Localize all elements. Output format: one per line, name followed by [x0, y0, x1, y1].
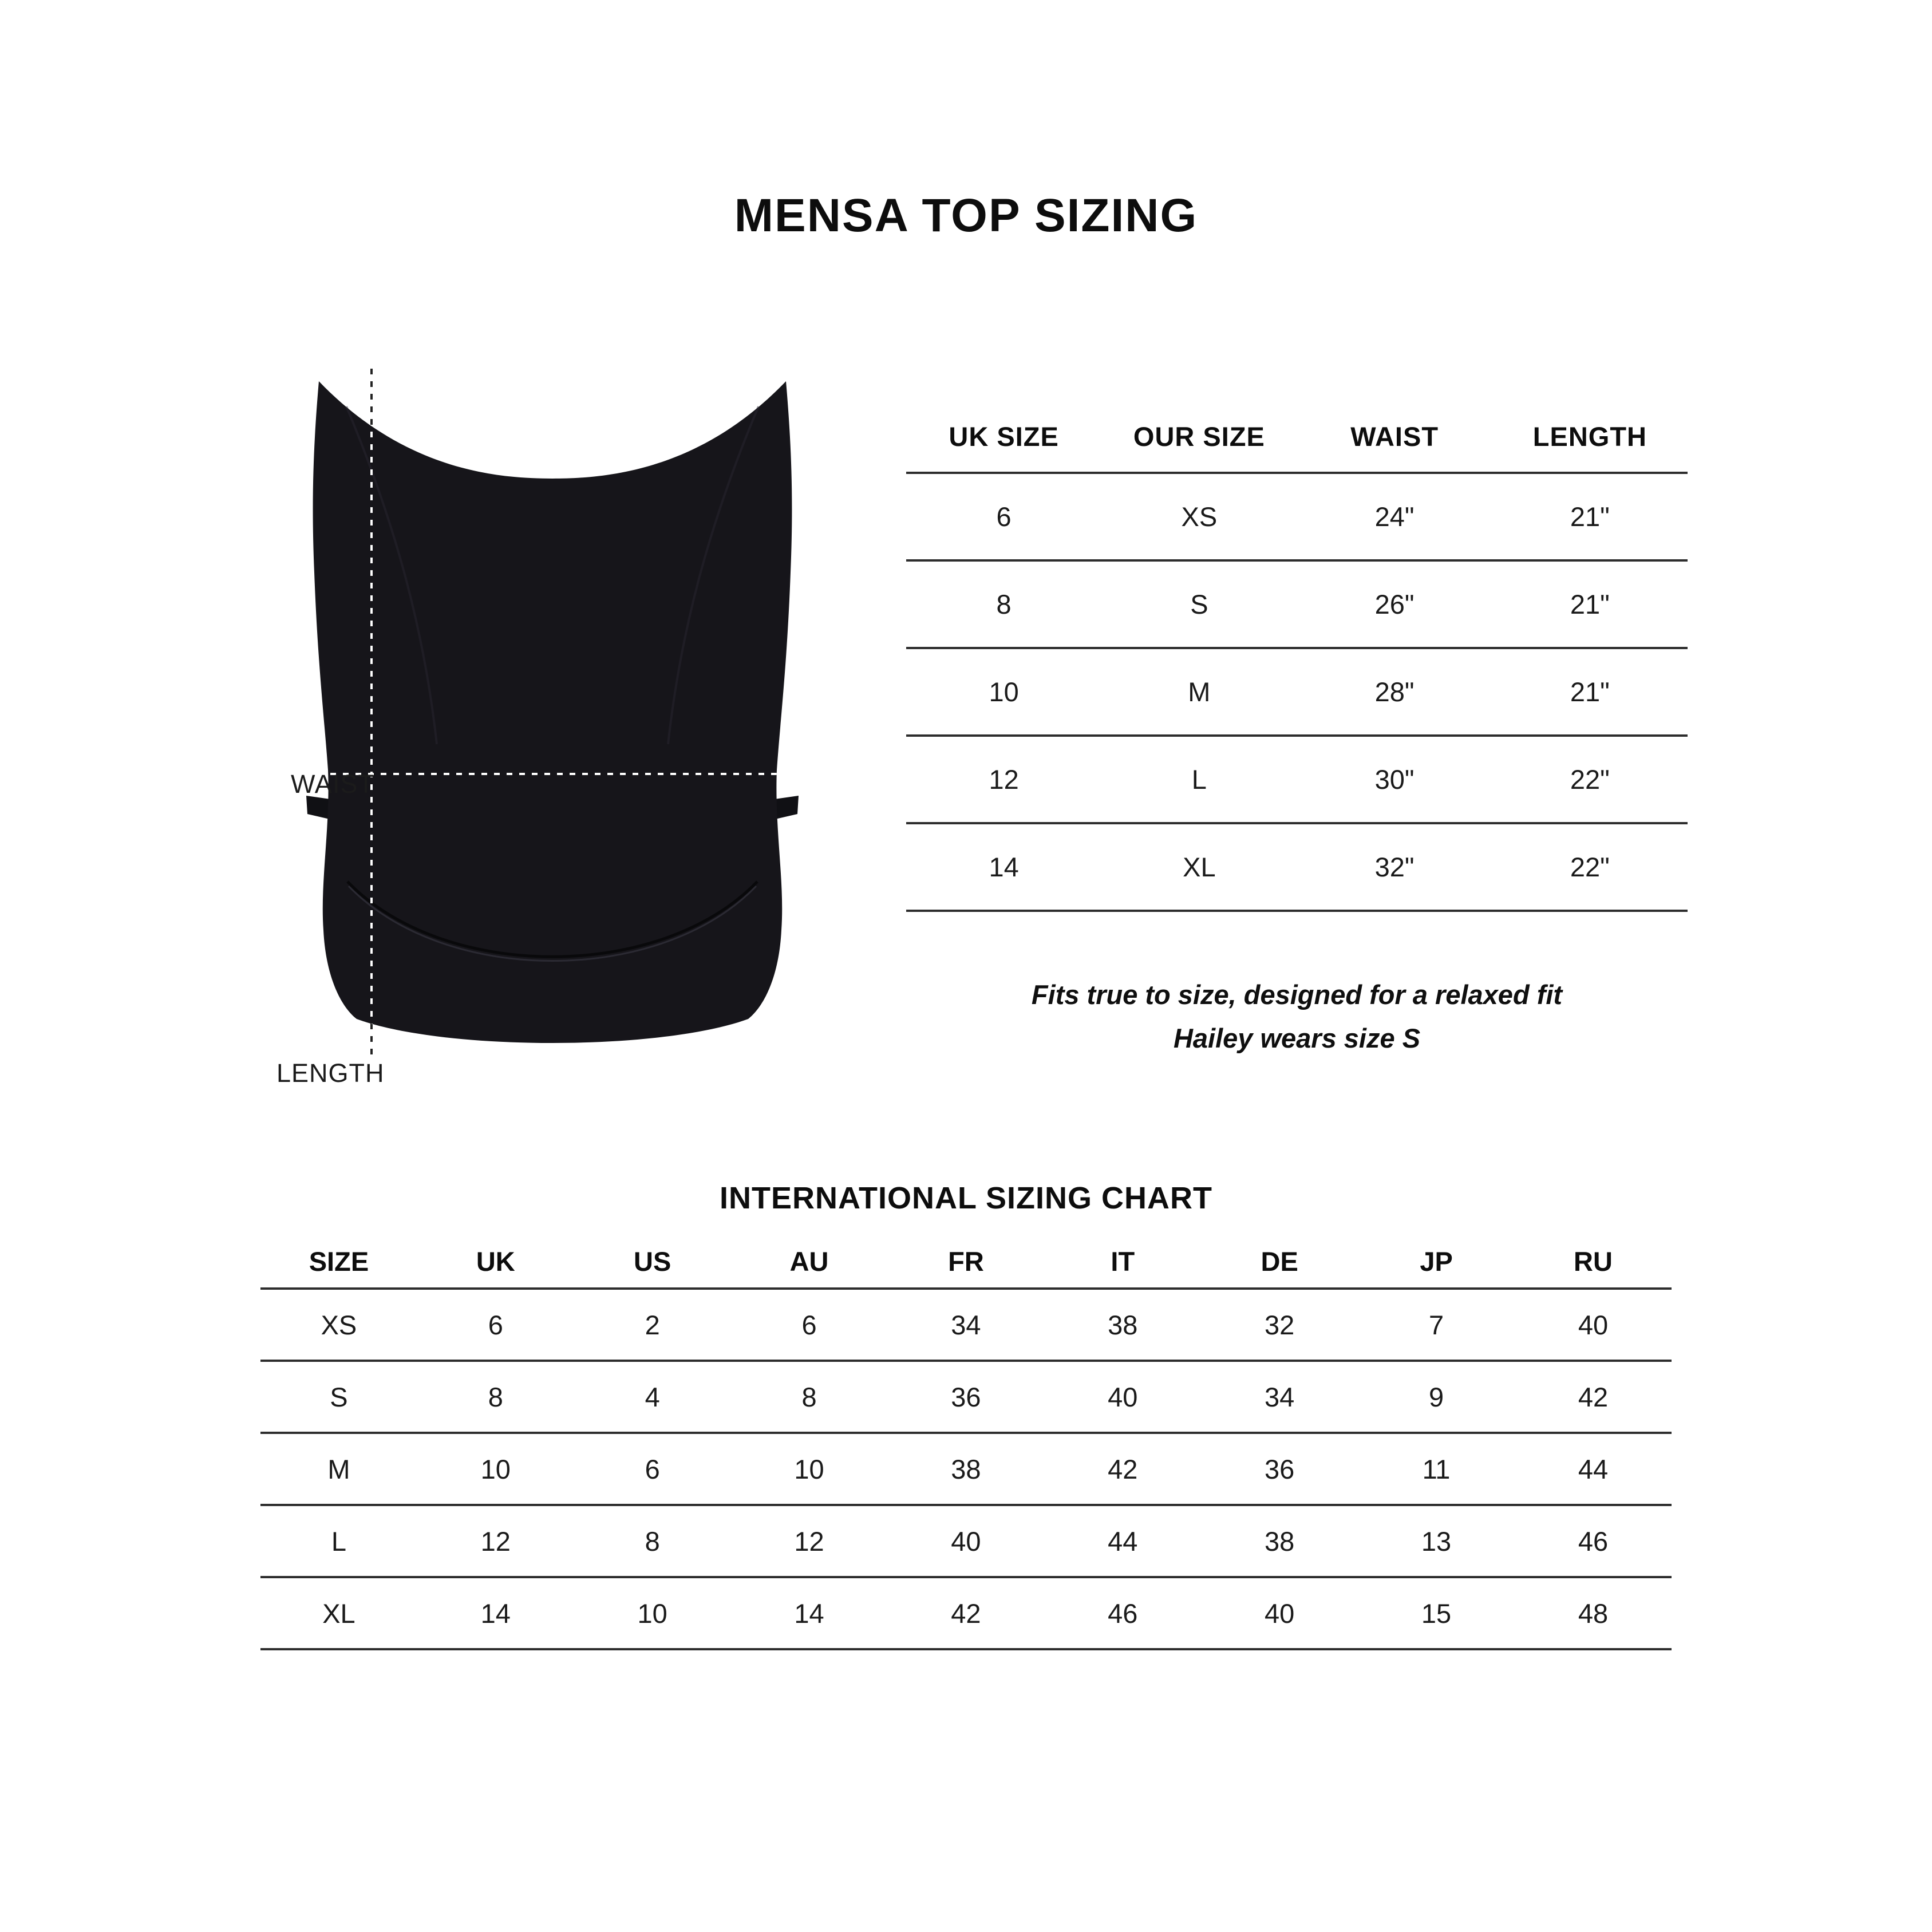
table-cell: 4 [574, 1361, 731, 1433]
table-row [906, 560, 1688, 648]
table-cell: 44 [1044, 1505, 1201, 1577]
table-row [906, 473, 1688, 560]
table-cell: 26" [1297, 560, 1492, 648]
table-cell: 6 [731, 1289, 888, 1361]
table-cell: 38 [888, 1433, 1045, 1505]
column-header: UK SIZE [906, 401, 1101, 473]
table-cell: 36 [888, 1361, 1045, 1433]
table-cell: 10 [417, 1433, 574, 1505]
table-cell: 44 [1515, 1433, 1672, 1505]
table-row [260, 1289, 1672, 1361]
table-cell: 28" [1297, 648, 1492, 736]
column-header: US [574, 1235, 731, 1289]
table-cell: 2 [574, 1289, 731, 1361]
table-row [260, 1505, 1672, 1577]
column-header: DE [1201, 1235, 1358, 1289]
table-cell: 40 [1044, 1361, 1201, 1433]
table-cell: 11 [1358, 1433, 1515, 1505]
length-measure-label: LENGTH [276, 1058, 385, 1088]
table-cell: S [260, 1361, 417, 1433]
table-cell: 12 [731, 1505, 888, 1577]
table-cell: S [1101, 560, 1297, 648]
table-cell: 21" [1492, 473, 1688, 560]
table-cell: 6 [906, 473, 1101, 560]
table-cell: 7 [1358, 1289, 1515, 1361]
table-cell: M [1101, 648, 1297, 736]
table-row [260, 1361, 1672, 1433]
table-cell: M [260, 1433, 417, 1505]
column-header: LENGTH [1492, 401, 1688, 473]
table-cell: 8 [417, 1361, 574, 1433]
table-cell: 38 [1044, 1289, 1201, 1361]
column-header: IT [1044, 1235, 1201, 1289]
column-header: UK [417, 1235, 574, 1289]
table-row [906, 648, 1688, 736]
table-cell: 10 [574, 1577, 731, 1649]
table-cell: 40 [888, 1505, 1045, 1577]
table-row [906, 736, 1688, 823]
table-cell: 14 [417, 1577, 574, 1649]
table-cell: 21" [1492, 560, 1688, 648]
table-cell: 13 [1358, 1505, 1515, 1577]
international-size-table [260, 1235, 1672, 1650]
column-header: FR [888, 1235, 1045, 1289]
international-table-body [260, 1289, 1672, 1649]
table-cell: 14 [906, 823, 1101, 911]
table-cell: 38 [1201, 1505, 1358, 1577]
table-cell: 46 [1044, 1577, 1201, 1649]
column-header: RU [1515, 1235, 1672, 1289]
table-cell: 12 [417, 1505, 574, 1577]
garment-illustration [306, 366, 799, 1062]
table-cell: 8 [906, 560, 1101, 648]
page-title: MENSA TOP SIZING [734, 189, 1198, 242]
table-cell: 42 [1044, 1433, 1201, 1505]
waist-measure-label: WAIST [291, 769, 374, 799]
table-cell: 8 [731, 1361, 888, 1433]
table-cell: 34 [888, 1289, 1045, 1361]
size-table-header-row [906, 401, 1688, 473]
garment-diagram [306, 366, 799, 1062]
table-cell: 32 [1201, 1289, 1358, 1361]
table-cell: XL [260, 1577, 417, 1649]
table-cell: 22" [1492, 823, 1688, 911]
table-cell: 34 [1201, 1361, 1358, 1433]
table-cell: XS [260, 1289, 417, 1361]
fit-note-line2: Hailey wears size S [1173, 1023, 1421, 1053]
table-cell: 22" [1492, 736, 1688, 823]
table-row [260, 1577, 1672, 1649]
table-cell: 42 [1515, 1361, 1672, 1433]
table-cell: 6 [574, 1433, 731, 1505]
column-header: SIZE [260, 1235, 417, 1289]
table-cell: 6 [417, 1289, 574, 1361]
table-row [906, 823, 1688, 911]
size-table-body [906, 473, 1688, 911]
table-cell: 14 [731, 1577, 888, 1649]
table-cell: XS [1101, 473, 1297, 560]
column-header: OUR SIZE [1101, 401, 1297, 473]
table-cell: 32" [1297, 823, 1492, 911]
garment-silhouette [313, 381, 792, 1043]
table-cell: 48 [1515, 1577, 1672, 1649]
table-cell: 21" [1492, 648, 1688, 736]
table-cell: 24" [1297, 473, 1492, 560]
fit-note [906, 973, 1688, 1060]
international-table-header-row [260, 1235, 1672, 1289]
table-cell: 10 [731, 1433, 888, 1505]
table-cell: 42 [888, 1577, 1045, 1649]
table-cell: 10 [906, 648, 1101, 736]
table-row [260, 1433, 1672, 1505]
column-header: JP [1358, 1235, 1515, 1289]
table-cell: 36 [1201, 1433, 1358, 1505]
fit-note-line1: Fits true to size, designed for a relaxed fit [1031, 979, 1563, 1010]
table-cell: XL [1101, 823, 1297, 911]
table-cell: 12 [906, 736, 1101, 823]
table-cell: 30" [1297, 736, 1492, 823]
international-chart-title: INTERNATIONAL SIZING CHART [720, 1181, 1212, 1215]
column-header: WAIST [1297, 401, 1492, 473]
table-cell: 15 [1358, 1577, 1515, 1649]
table-cell: 9 [1358, 1361, 1515, 1433]
column-header: AU [731, 1235, 888, 1289]
table-cell: 46 [1515, 1505, 1672, 1577]
table-cell: L [1101, 736, 1297, 823]
table-cell: 40 [1515, 1289, 1672, 1361]
size-table [906, 401, 1688, 912]
table-cell: 8 [574, 1505, 731, 1577]
table-cell: 40 [1201, 1577, 1358, 1649]
table-cell: L [260, 1505, 417, 1577]
